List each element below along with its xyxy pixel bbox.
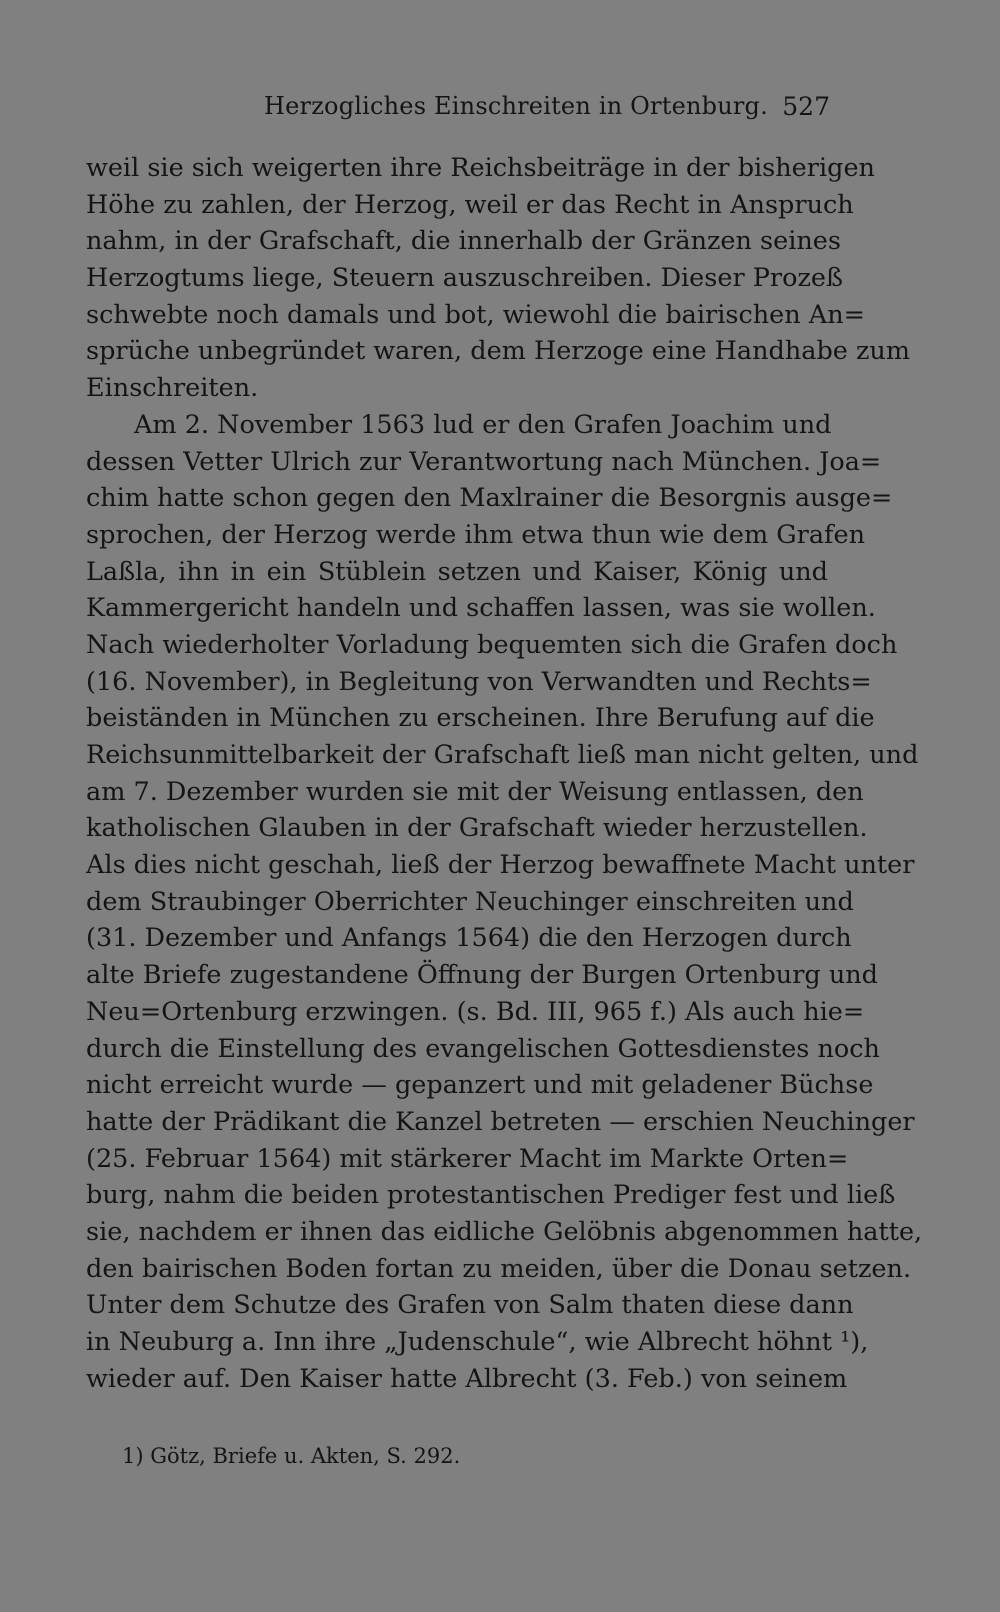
text-line: Neu=Ortenburg erzwingen. (s. Bd. III, 965 f.) Als auch hie=	[86, 996, 865, 1027]
text-line: wieder auf. Den Kaiser hatte Albrecht (3. Feb.) von seinem	[86, 1363, 848, 1394]
running-title: Herzogliches Einschreiten in Ortenburg.	[264, 92, 768, 120]
text-line: beiständen in München zu erscheinen. Ihre Berufung auf die	[86, 703, 875, 734]
footnote: 1) Götz, Briefe u. Akten, S. 292.	[122, 1444, 461, 1468]
text-line: Am 2. November 1563 lud er den Grafen Joachim und	[134, 409, 832, 440]
text-line: dem Straubinger Oberrichter Neuchinger einschreiten und	[86, 886, 854, 917]
text-line: hatte der Prädikant die Kanzel betreten — erschien Neuchinger	[86, 1106, 915, 1137]
text-line: Einschreiten.	[86, 373, 259, 404]
text-line: Als dies nicht geschah, ließ der Herzog bewaffnete Macht unter	[86, 850, 915, 881]
text-line: in Neuburg a. Inn ihre „Judenschule“, wie Albrecht höhnt ¹),	[86, 1327, 869, 1357]
text-line: Unter dem Schutze des Grafen von Salm thaten diese dann	[86, 1290, 854, 1321]
text-line: Herzogtums liege, Steuern auszuschreiben. Dieser Prozeß	[86, 263, 844, 294]
text-line: nicht erreicht wurde — gepanzert und mit geladener Büchse	[86, 1070, 874, 1101]
text-line: den bairischen Boden fortan zu meiden, über die Donau setzen.	[86, 1253, 912, 1284]
text-line: weil sie sich weigerten ihre Reichsbeiträge in der bisherigen	[86, 153, 875, 183]
text-line: Laßla, ihn in ein Stüblein setzen und Kaiser, König und	[86, 556, 828, 587]
page-number: 527	[782, 92, 830, 121]
text-line: Kammergericht handeln und schaffen lassen, was sie wollen.	[86, 593, 876, 624]
text-line: burg, nahm die beiden protestantischen Prediger fest und ließ	[86, 1180, 896, 1211]
text-line: dessen Vetter Ulrich zur Verantwortung nach München. Joa=	[86, 446, 882, 477]
text-line: am 7. Dezember wurden sie mit der Weisung entlassen, den	[86, 776, 864, 807]
text-line: sprüche unbegründet waren, dem Herzoge eine Handhabe zum	[86, 336, 911, 367]
text-line: chim hatte schon gegen den Maxlrainer die Besorgnis ausge=	[86, 483, 893, 514]
text-line: Höhe zu zahlen, der Herzog, weil er das Recht in Anspruch	[86, 189, 854, 220]
text-line: sprochen, der Herzog werde ihm etwa thun wie dem Grafen	[86, 519, 866, 550]
text-line: katholischen Glauben in der Grafschaft wieder herzustellen.	[86, 813, 868, 844]
text-line: alte Briefe zugestandene Öffnung der Burgen Ortenburg und	[86, 960, 878, 991]
text-line: durch die Einstellung des evangelischen Gottesdienstes noch	[86, 1033, 880, 1064]
text-line: Nach wiederholter Vorladung bequemten sich die Grafen doch	[86, 629, 898, 660]
text-line: sie, nachdem er ihnen das eidliche Gelöbnis abgenommen hatte,	[86, 1216, 923, 1247]
running-head	[84, 92, 830, 126]
text-line: schwebte noch damals und bot, wiewohl die bairischen An=	[86, 299, 865, 330]
text-line: (31. Dezember und Anfangs 1564) die den Herzogen durch	[86, 923, 852, 954]
text-line: (16. November), in Begleitung von Verwandten und Rechts=	[86, 666, 872, 697]
text-line: Reichsunmittelbarkeit der Grafschaft ließ man nicht gelten, und	[86, 740, 919, 770]
body-text	[86, 150, 923, 1397]
text-line: (25. Februar 1564) mit stärkerer Macht im Markte Orten=	[86, 1143, 849, 1174]
text-line: nahm, in der Grafschaft, die innerhalb der Gränzen seines	[86, 226, 841, 257]
